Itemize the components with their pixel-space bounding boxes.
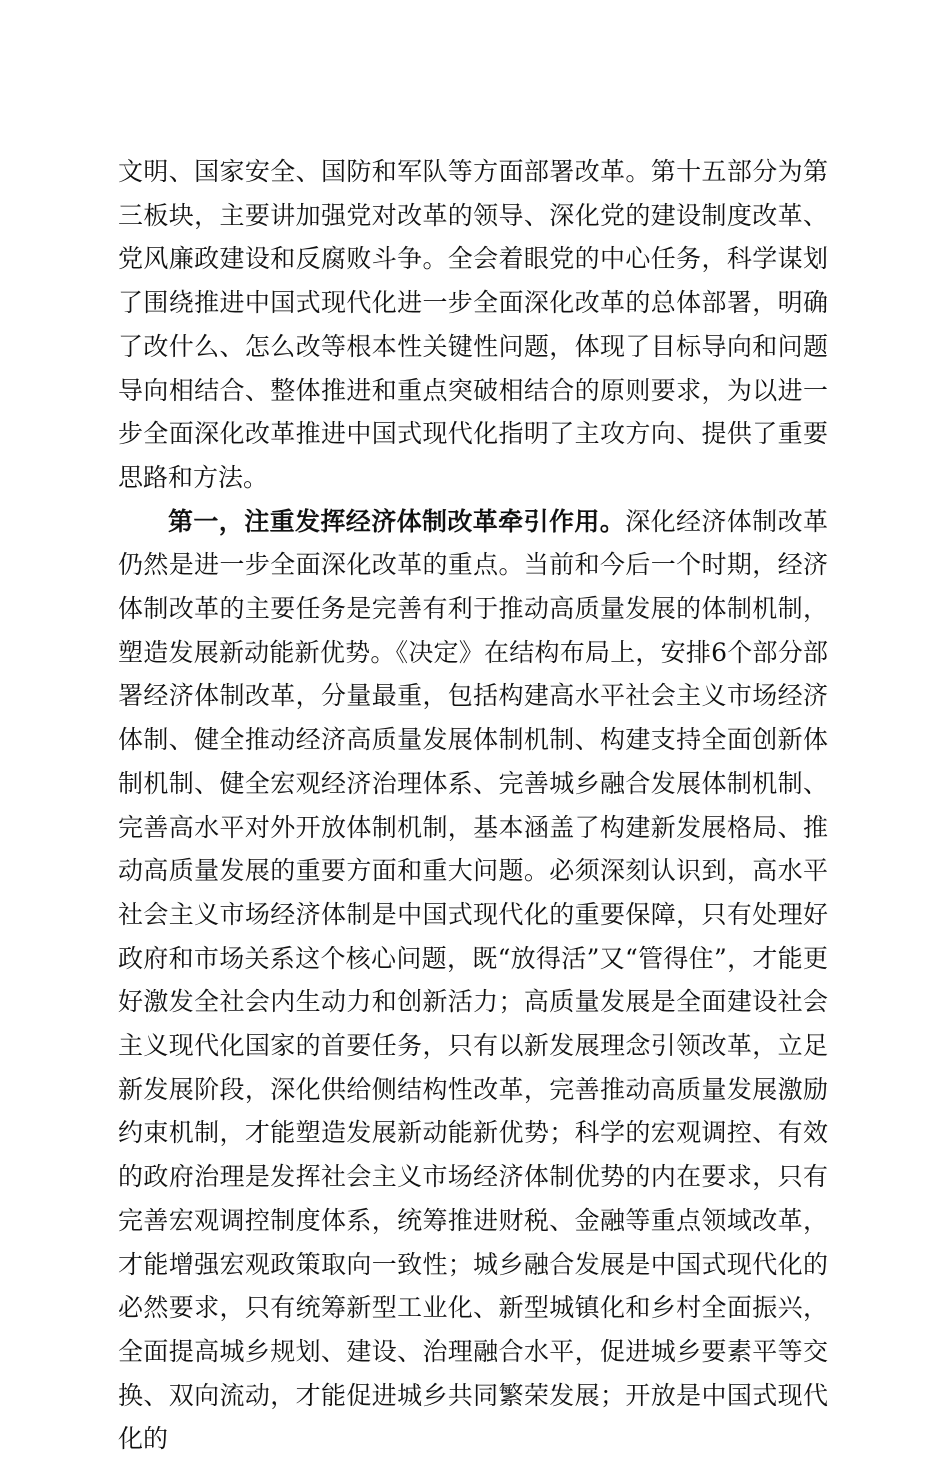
paragraph-continued: 文明、国家安全、国防和军队等方面部署改革。第十五部分为第三板块，主要讲加强党对改革的领导、深化党的建设制度改革、党风廉政建设和反腐败斗争。全会着眼党的中心任务，科学谋划了围绕推进中国式现代化进一步全面深化改革的总体部署，明确了改什么、怎么改等根本性关键性问题，体现了目标导向和问题导向相结合、整体推进和重点突破相结合的原则要求，为以进一步全面深化改革推进中国式现代化指明了主攻方向、提供了重要思路和方法。 xyxy=(118,157,828,492)
paragraph-lead-heading: 第一，注重发挥经济体制改革牵引作用。 xyxy=(168,506,626,536)
document-page xyxy=(118,150,828,1461)
paragraph-body: 深化经济体制改革仍然是进一步全面深化改革的重点。当前和今后一个时期，经济体制改革的主要任务是完善有利于推动高质量发展的体制机制，塑造发展新动能新优势。《决定》在结构布局上，安排6个部分部署经济体制改革，分量最重，包括构建高水平社会主义市场经济体制、健全推动经济高质量发展体制机制、构建支持全面创新体制机制、健全宏观经济治理体系、完善城乡融合发展体制机制、完善高水平对外开放体制机制，基本涵盖了构建新发展格局、推动高质量发展的重要方面和重大问题。必须深刻认识到，高水平社会主义市场经济体制是中国式现代化的重要保障，只有处理好政府和市场关系这个核心问题，既“放得活”又“管得住”，才能更好激发全社会内生动力和创新活力；高质量发展是全面建设社会主义现代化国家的首要任务，只有以新发展理念引领改革，立足新发展阶段，深化供给侧结构性改革，完善推动高质量发展激励约束机制，才能塑造发展新动能新优势；科学的宏观调控、有效的政府治理是发挥社会主义市场经济体制优势的内在要求，只有完善宏观调控制度体系，统筹推进财税、金融等重点领域改革，才能增强宏观政策取向一致性；城乡融合发展是中国式现代化的必然要求，只有统筹新型工业化、新型城镇化和乡村全面振兴，全面提高城乡规划、建设、治理融合水平，促进城乡要素平等交换、双向流动，才能促进城乡共同繁荣发展；开放是中国式现代化的 xyxy=(118,506,828,1454)
paragraph-economic-reform xyxy=(118,500,828,1461)
